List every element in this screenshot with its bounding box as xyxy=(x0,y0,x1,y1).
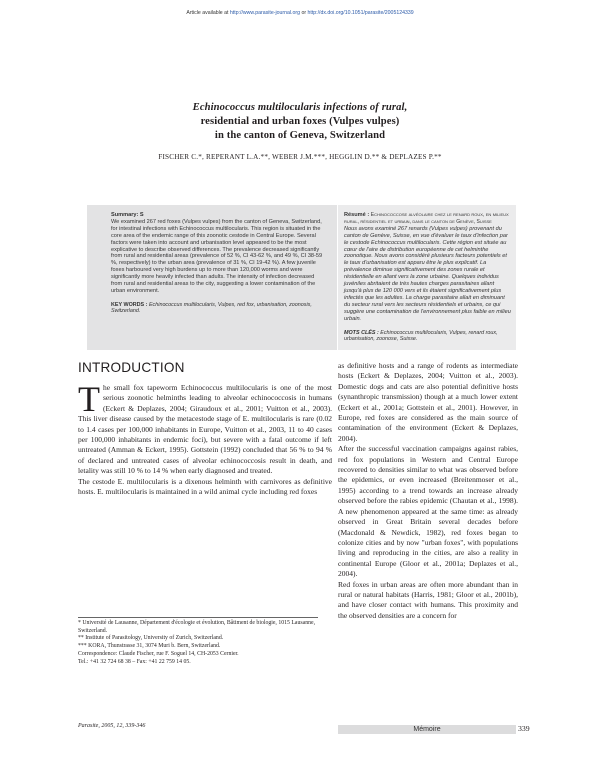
intro-paragraph-5: Red foxes in urban areas are often more abundant than in rural or natural habitats (Harris, 1981; Gloor et al., 2001b), and have closer contact with humans. This proximity and the observed densities are a concern for xyxy=(338,579,518,620)
drop-cap: T xyxy=(78,379,100,419)
resume-box xyxy=(338,205,516,350)
intro-paragraph-1 xyxy=(78,379,332,477)
resume-text: Nous avons examiné 267 renards (Vulpes vulpes) provenant du canton de Genève, Suisse, en vue d'évaluer le taux d'infection par le cestode Echinococcus multilocularis. Cette région est située au cœur de l'aire de distribution européenne de cet helminthe zoonotique. Nous avons considéré plusieurs facteurs potentiels et le taux d'urbanisation est apparu être le plus explicatif. La prévalence diminue significativement des zones rurale et résidentielle en allant vers la zone urbaine. Quelques individus juvéniles abritaient de très hautes charges parasitaires allant jusqu'à plus de 120 000 vers et ils étaient significativement plus infectés que les adultes. La charge parasitaire allait en diminuant du secteur rural vers les secteurs résidentiels et urbains, ce qui suggère une contamination de l'environnement plus faible en milieu urbain. xyxy=(344,225,511,322)
intro-paragraph-1-text: he small fox tapeworm Echinococcus multilocularis is one of the most serious zoonotic helminths leading to alveolar echinococcosis in humans (Eckert & Deplazes, 2004; Giraudoux et al., 2001; Vuitton et al., 2003). This liver disease caused by the metacestode stage of E. multilocularis is rare (0.02 to 1.4 cases per 100,000 inhabitants in Europe, Vuitton et al., 2003, 11 to 40 cases per 100,000 inhabitants in endemic foci), but severe with a fatal outcome if left untreated (Amman & Eckert, 1995). Gottstein (1992) concluded that 56 % to 94 % of declared and untreated cases of alveolar echinococcosis result in death, and letality was still 10 % to 14 % when early diagnosed and treated. xyxy=(78,383,332,476)
footnote-divider xyxy=(78,617,318,618)
footnotes xyxy=(78,620,338,666)
title-line-3: in the canton of Geneva, Switzerland xyxy=(214,130,386,141)
footnote-4: Correspondence: Claude Fischer, rue F. Soguel 14, CH-2053 Cernier. xyxy=(78,650,239,657)
page-number: 339 xyxy=(518,724,530,733)
footnote-5: Tel.: +41 32 724 68 38 – Fax: +41 22 759 14 05. xyxy=(78,658,191,665)
availability-mid: or xyxy=(300,10,308,16)
availability-prefix: Article available at xyxy=(186,10,229,16)
footnote-3: *** KORA, Thunstrasse 31, 3074 Muri b. Bern, Switzerland. xyxy=(78,643,221,650)
resume-heading: Echinococcose alvéolaire chez le renard roux, en milieux rural, résidentiel et urbain, dans le canton de Genève, Suisse xyxy=(344,212,509,225)
resume-label: Résumé : xyxy=(344,212,370,218)
resume-heading-block xyxy=(344,212,512,226)
section-heading-introduction: INTRODUCTION xyxy=(78,360,185,375)
journal-citation: Parasite, 2005, 12, 339-346 xyxy=(78,723,146,729)
resume-keywords xyxy=(344,330,512,343)
summary-box xyxy=(87,205,337,350)
right-column xyxy=(338,361,518,621)
intro-paragraph-4: After the successful vaccination campaigns against rabies, red fox populations in Western and Central Europe recovered to densities similar to what was observed before the epidemics, or even increased (Breitenmoser et al., 1995) according to a trend towards an increase already observed before the rabies epidemic (Chautan et al., 1998). A new phenomenon appeared at the same time: as already observed in Great Britain several decades before (Macdonald & Newdick, 1982), red foxes began to colonize cities and by now "urban foxes", with populations living and reproducing in the cities, are also a reality in continental Europe (Gloor et al., 2001a; Deplazes et al., 2004). xyxy=(338,444,518,579)
left-column xyxy=(78,379,332,497)
footnote-2: ** Institute of Parasitology, University of Zurich, Switzerland. xyxy=(78,635,224,642)
summary-keywords xyxy=(111,302,325,315)
keywords-list: Echinococcus multilocularis, Vulpes, red fox, urbanisation, zoonosis, Switzerland. xyxy=(111,301,312,315)
section-label: Mémoire xyxy=(338,725,516,734)
title-line-2: residential and urban foxes (Vulpes vulpes) xyxy=(200,116,400,127)
footnote-1: * Université de Lausanne, Département d'écologie et évolution, Bâtiment de biologie, 1015 Lausanne, Switzerland. xyxy=(78,620,316,634)
intro-paragraph-2: The cestode E. multilocularis is a dixenous helminth with carnivores as definitive hosts. E. multilocularis is maintained in a wild animal cycle including red foxes xyxy=(78,476,332,497)
article-title xyxy=(90,101,510,143)
journal-link[interactable]: http://www.parasite-journal.org xyxy=(229,10,300,16)
summary-label: Summary: S xyxy=(111,212,144,218)
authors-line: FISCHER C.*, REPERANT L.A.**, WEBER J.M.***, HEGGLIN D.** & DEPLAZES P.** xyxy=(158,153,442,161)
availability-line xyxy=(0,10,600,16)
intro-paragraph-3: as definitive hosts and a range of rodents as intermediate hosts (Eckert & Deplazes, 2004; Vuitton et al., 2003). Domestic dogs and cats are also potential definitive hosts (synanthropic transmission) though at a much lower extent (Eckert et al., 2001a; Gottstein et al., 2001). However, in Europe, red foxes are considered as the main source of contamination of the environment (Eckert & Deplazes, 2004). xyxy=(338,361,518,443)
mots-cles-label: MOTS CLÉS : xyxy=(344,329,379,336)
doi-link[interactable]: http://dx.doi.org/10.1051/parasite/2005124339 xyxy=(307,10,414,16)
keywords-label: KEY WORDS : xyxy=(111,301,148,308)
summary-text: We examined 267 red foxes (Vulpes vulpes) from the canton of Geneva, Switzerland, for intestinal infections with Echinococcus multilocularis. This region is situated in the core area of the endemic range of this zoonotic cestode in Central Europe. Several factors were taken into account and urbanisation level appeared to be the most explicative to describe observed differences. The prevalence decreased significantly from rural and residential areas (prevalence of 52 %, CI 43-62 %, and 49 %, CI 38-59 %, respectively) to the urban area (prevalence of 31 %, CI 19-42 %). A few juvenile foxes harboured very high burdens up to more than 120,000 worms and were significantly more heavily infected than adults. The intensity of infection decreased from rural and residential areas to the city, suggesting a lower contamination of the urban environment. xyxy=(111,218,323,294)
mots-cles-list: Echinococcus multilocularis, Vulpes, renard roux, urbanisation, zoonose, Suisse. xyxy=(344,329,498,343)
title-line-1: Echinococcus multilocularis infections of rural, xyxy=(192,102,408,113)
